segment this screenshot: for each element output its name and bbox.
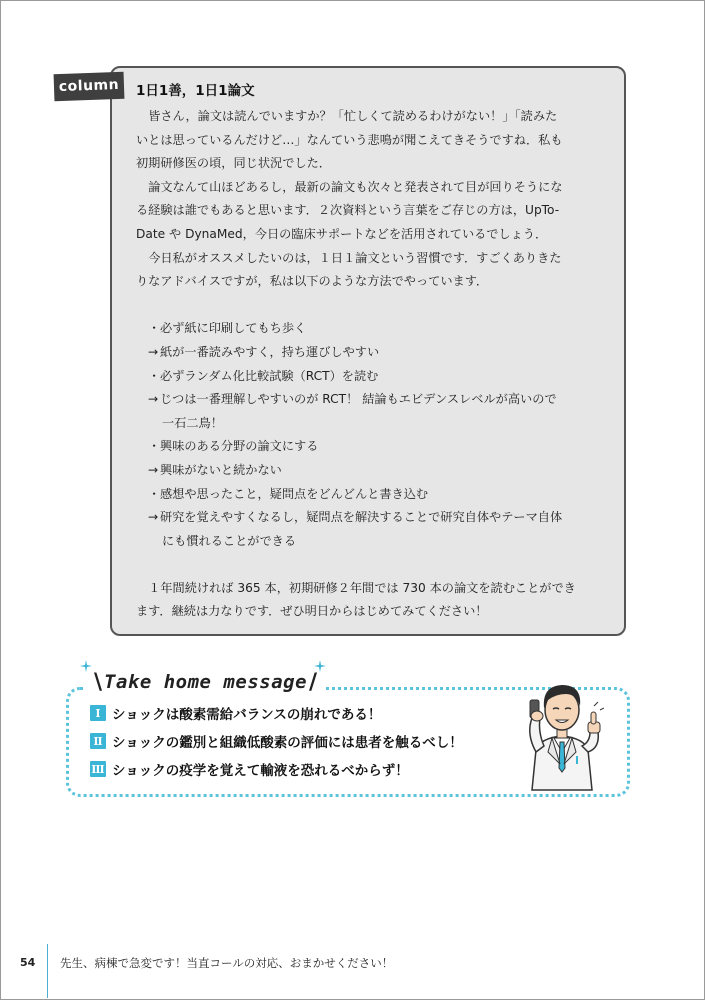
paragraph-line: りなアドバイスですが，私は以下のような方法でやっています． [136,274,489,289]
take-home-item-3 [90,759,409,779]
doctor-thumbs-up-icon [522,672,604,792]
roman-numeral-badge: Ⅰ [90,705,106,721]
column-title: 1日1善，1日1論文 [136,83,255,99]
paragraph-line: 初期研修医の頃，同じ状況でした． [136,156,331,171]
take-home-title-wrap [86,666,325,698]
list-item: にも慣れることができる [162,533,297,548]
paragraph-line: る経験は誰でもあると思います．２次資料という言葉をご存じの方は，UpTo- [136,203,560,218]
take-home-text: ショックは酸素需給バランスの崩れである！ [112,707,382,723]
roman-numeral-badge: Ⅲ [91,762,105,776]
paragraph-line: 論文なんて山ほどあるし，最新の論文も次々と発表されて目が回りそうにな [148,179,563,194]
slash-right-icon: / [309,669,318,695]
list-item: ・ 感想や思ったこと，疑問点をどんどんと書き込む [148,486,429,501]
take-home-text: ショックの鑑別と組織低酸素の評価には患者を触るべし！ [112,735,463,751]
slash-left-icon: \ [94,669,103,695]
list-item: ・ 必ず紙に印刷してもち歩く [148,321,307,336]
column-body [136,105,610,624]
sparkle-left-icon [80,660,92,672]
paragraph-line: １年間続ければ 365 本，初期研修２年間では 730 本の論文を読むことができ [148,580,576,595]
tips-list [136,317,610,553]
footer-divider [47,944,48,998]
paragraph-line: Date や DynaMed，今日の臨床サポートなどを活用されているでしょう． [136,226,548,241]
list-item: ・ 興味のある分野の論文にする [148,439,319,454]
paragraph-line: いとは思っているんだけど…」なんていう悲鳴が聞こえてきそうですね．私も [136,132,563,147]
list-item: → じつは一番理解しやすいのが RCT！ 結論もエビデンスレベルが高いので [148,392,557,407]
roman-numeral-badge: Ⅱ [90,733,106,749]
list-item: → 紙が一番読みやすく，持ち運びしやすい [148,344,380,359]
running-footer-title: 先生、病棟で急変です！当直コールの対応、おまかせください！ [60,956,394,970]
list-item: → 研究を覚えやすくなるし，疑問点を解決することで研究自体やテーマ自体 [148,510,563,525]
column-tag: column [54,72,125,101]
page-number: 54 [20,956,36,969]
paragraph-line: 今日私がオススメしたいのは，１日１論文という習慣です．すごくありきた [148,250,562,265]
paragraph-line: 皆さん，論文は読んでいますか？「忙しくて読めるわけがない！」「読みた [148,109,558,123]
take-home-text: ショックの疫学を覚えて輸液を恐れるべからず！ [112,763,409,779]
list-item: → 興味がないと続かない [148,462,282,477]
paragraph-line: ます．継続は力なりです．ぜひ明日からはじめてみてください！ [136,604,488,619]
take-home-title: Take home message [104,671,308,693]
take-home-item-1 [90,703,381,723]
list-item: 一石二鳥！ [162,415,223,430]
sparkle-right-icon [314,660,326,672]
list-item: ・ 必ずランダム化比較試験（RCT）を読む [148,368,379,383]
take-home-item-2 [90,731,463,751]
